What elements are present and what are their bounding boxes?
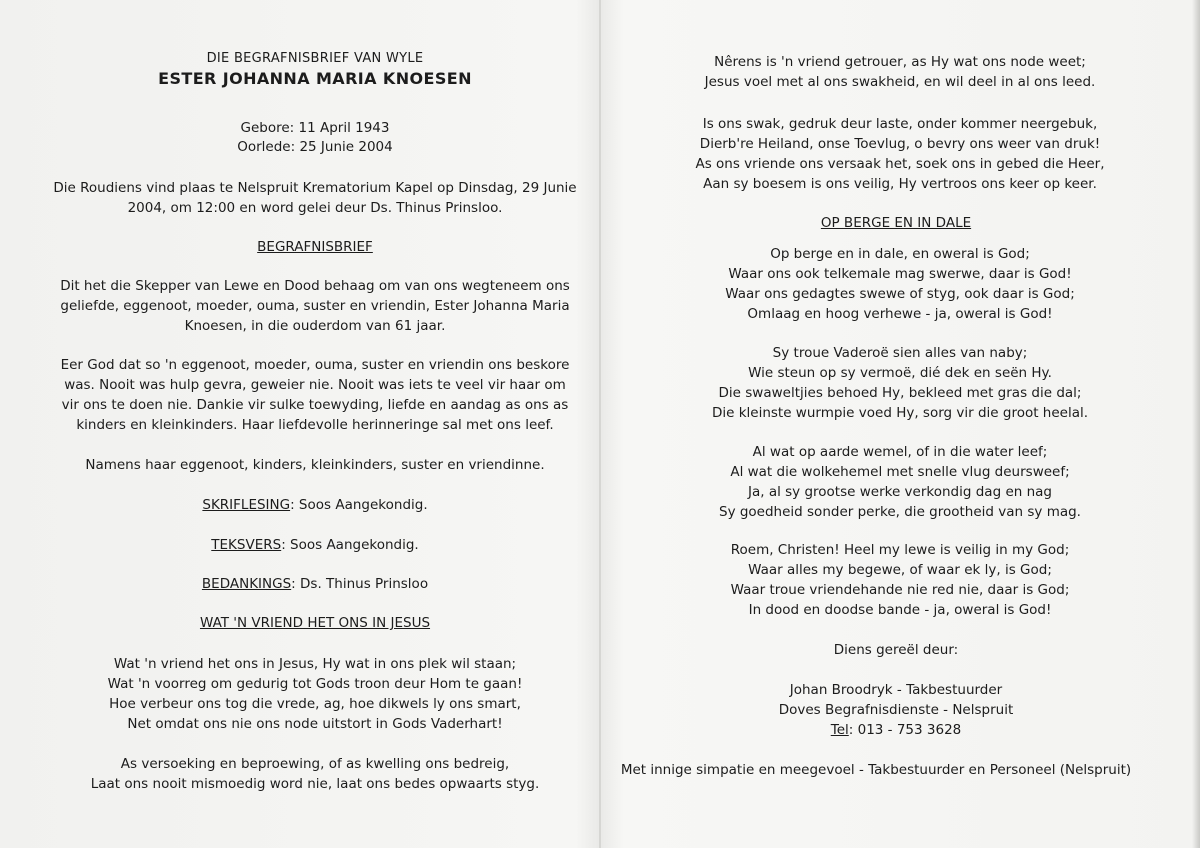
arranged-by: Diens gereël deur:	[833, 642, 959, 658]
hymn-stanza	[600, 244, 1200, 324]
hymn-line: Die kleinste wurmpie voed Hy, sorg vir die groot heelal.	[711, 405, 1089, 421]
announcement-paragraph	[0, 276, 600, 336]
closing-line: Met innige simpatie en meegevoel - Takbestuurder en Personeel (Nelspruit)	[620, 762, 1132, 778]
service-details	[0, 178, 600, 218]
hymn-line: Dierb're Heiland, onse Toevlug, o bevry ons weer van druk!	[699, 136, 1101, 152]
hymn-stanza	[600, 52, 1200, 92]
paragraph-line: Eer God dat so 'n eggenoot, moeder, ouma, suster en vriendin ons beskore	[60, 357, 570, 373]
paragraph-line: kinders en kleinkinders. Haar liefdevolle herinneringe sal met ons leef.	[76, 417, 554, 433]
hymn-line: Waar ons ook telkemale mag swerwe, daar is God!	[728, 266, 1072, 282]
hymn-line: Laat ons nooit mismoedig word nie, laat ons bedes opwaarts styg.	[90, 776, 540, 792]
hymn-line: Sy troue Vaderoë sien alles van naby;	[772, 345, 1028, 361]
hymn-line: Omlaag en hoog verhewe - ja, oweral is God!	[747, 306, 1053, 322]
text-verse-label: TEKSVERS	[211, 537, 282, 553]
hymn-line: Waar ons gedagtes swewe of styg, ook daar is God;	[725, 286, 1075, 302]
hymn-line: As versoeking en beproewing, of as kwelling ons bedreig,	[120, 756, 510, 772]
hymn-line: Wat 'n voorreg om gedurig tot Gods troon deur Hom te gaan!	[107, 676, 523, 692]
thanks-label: BEDANKINGS	[201, 576, 292, 592]
hymn-line: Waar troue vriendehande nie red nie, daar is God;	[730, 582, 1070, 598]
scripture-reading	[0, 496, 600, 514]
death-date: Oorlede: 25 Junie 2004	[237, 139, 393, 155]
text-verse-value: : Soos Aangekondig.	[281, 537, 419, 553]
scripture-value: : Soos Aangekondig.	[290, 497, 428, 513]
scripture-label: SKRIFLESING	[202, 497, 291, 513]
hymn-line: Hoe verbeur ons tog die vrede, ag, hoe dikwels ly ons smart,	[109, 696, 521, 712]
right-page	[600, 0, 1200, 848]
paragraph-line: geliefde, eggenoot, moeder, ouma, suster en vriendin, Ester Johanna Maria	[60, 298, 570, 314]
text-verse	[0, 536, 600, 554]
hymn-heading: WAT 'N VRIEND HET ONS IN JESUS	[199, 615, 431, 631]
hymn2-heading: OP BERGE EN IN DALE	[820, 215, 972, 231]
hymn-stanza	[600, 442, 1200, 522]
letter-header: DIE BEGRAFNISBRIEF VAN WYLE	[206, 51, 424, 66]
birth-date: Gebore: 11 April 1943	[240, 120, 390, 136]
deceased-name: ESTER JOHANNA MARIA KNOESEN	[158, 69, 472, 88]
hymn-line: Wie steun op sy vermoë, dié dek en seën Hy.	[748, 365, 1052, 381]
hymn-line: Is ons swak, gedruk deur laste, onder kommer neergebuk,	[702, 116, 1098, 132]
paragraph-line: vir ons te doen nie. Dankie vir sulke toewyding, liefde en aandag as ons as	[61, 397, 569, 413]
hymn-line: Die swaweltjies behoed Hy, bekleed met gras die dal;	[718, 385, 1082, 401]
hymn-stanza	[600, 343, 1200, 423]
family-signoff: Namens haar eggenoot, kinders, kleinkinders, suster en vriendinne.	[85, 457, 545, 473]
paragraph-line: Knoesen, in die ouderdom van 61 jaar.	[184, 318, 446, 334]
hymn-stanza	[600, 540, 1200, 620]
hymn-stanza	[0, 654, 600, 734]
hymn-line: In dood en doodse bande - ja, oweral is God!	[748, 602, 1052, 618]
hymn-line: Sy goedheid sonder perke, die grootheid van sy mag.	[719, 504, 1081, 520]
tel-value: : 013 - 753 3628	[848, 722, 962, 738]
thanks	[0, 575, 600, 593]
service-line: 2004, om 12:00 en word gelei deur Ds. Thinus Prinsloo.	[127, 200, 503, 216]
thanks-value: : Ds. Thinus Prinsloo	[291, 576, 429, 592]
hymn-stanza	[600, 114, 1200, 194]
paragraph-line: Dit het die Skepper van Lewe en Dood behaag om van ons wegteneem ons	[60, 278, 570, 294]
tel-label: Tel	[830, 722, 849, 738]
undertaker-name: Johan Broodryk - Takbestuurder	[789, 682, 1003, 698]
hymn-line: Jesus voel met al ons swakheid, en wil deel in al ons leed.	[704, 74, 1096, 90]
hymn-line: Op berge en in dale, en oweral is God;	[770, 246, 1030, 262]
telephone	[600, 721, 1200, 739]
hymn-line: Waar alles my begewe, of waar ek ly, is God;	[748, 562, 1052, 578]
hymn-line: Al wat op aarde wemel, of in die water leef;	[752, 444, 1048, 460]
paragraph-line: was. Nooit was hulp gevra, geweier nie. Nooit was iets te veel vir haar om	[64, 377, 566, 393]
hymn-line: Wat 'n vriend het ons in Jesus, Hy wat in ons plek wil staan;	[113, 656, 517, 672]
hymn-line: Roem, Christen! Heel my lewe is veilig in my God;	[730, 542, 1070, 558]
hymn-line: Net omdat ons nie ons node uitstort in Gods Vaderhart!	[127, 716, 503, 732]
tribute-paragraph	[0, 355, 600, 435]
hymn-line: Nêrens is 'n vriend getrouer, as Hy wat ons node weet;	[714, 54, 1086, 70]
undertaker-company: Doves Begrafnisdienste - Nelspruit	[778, 702, 1014, 718]
hymn-line: Aan sy boesem is ons veilig, Hy vertroos ons keer op keer.	[703, 176, 1097, 192]
service-line: Die Roudiens vind plaas te Nelspruit Krematorium Kapel op Dinsdag, 29 Junie	[53, 180, 577, 196]
hymn-line: Ja, al sy grootse werke verkondig dag en nag	[748, 484, 1052, 500]
hymn-stanza	[0, 754, 600, 794]
hymn-line: Al wat die wolkehemel met snelle vlug deursweef;	[730, 464, 1070, 480]
section-heading-begrafnisbrief: BEGRAFNISBRIEF	[257, 239, 373, 255]
hymn-line: As ons vriende ons versaak het, soek ons in gebed die Heer,	[695, 156, 1105, 172]
